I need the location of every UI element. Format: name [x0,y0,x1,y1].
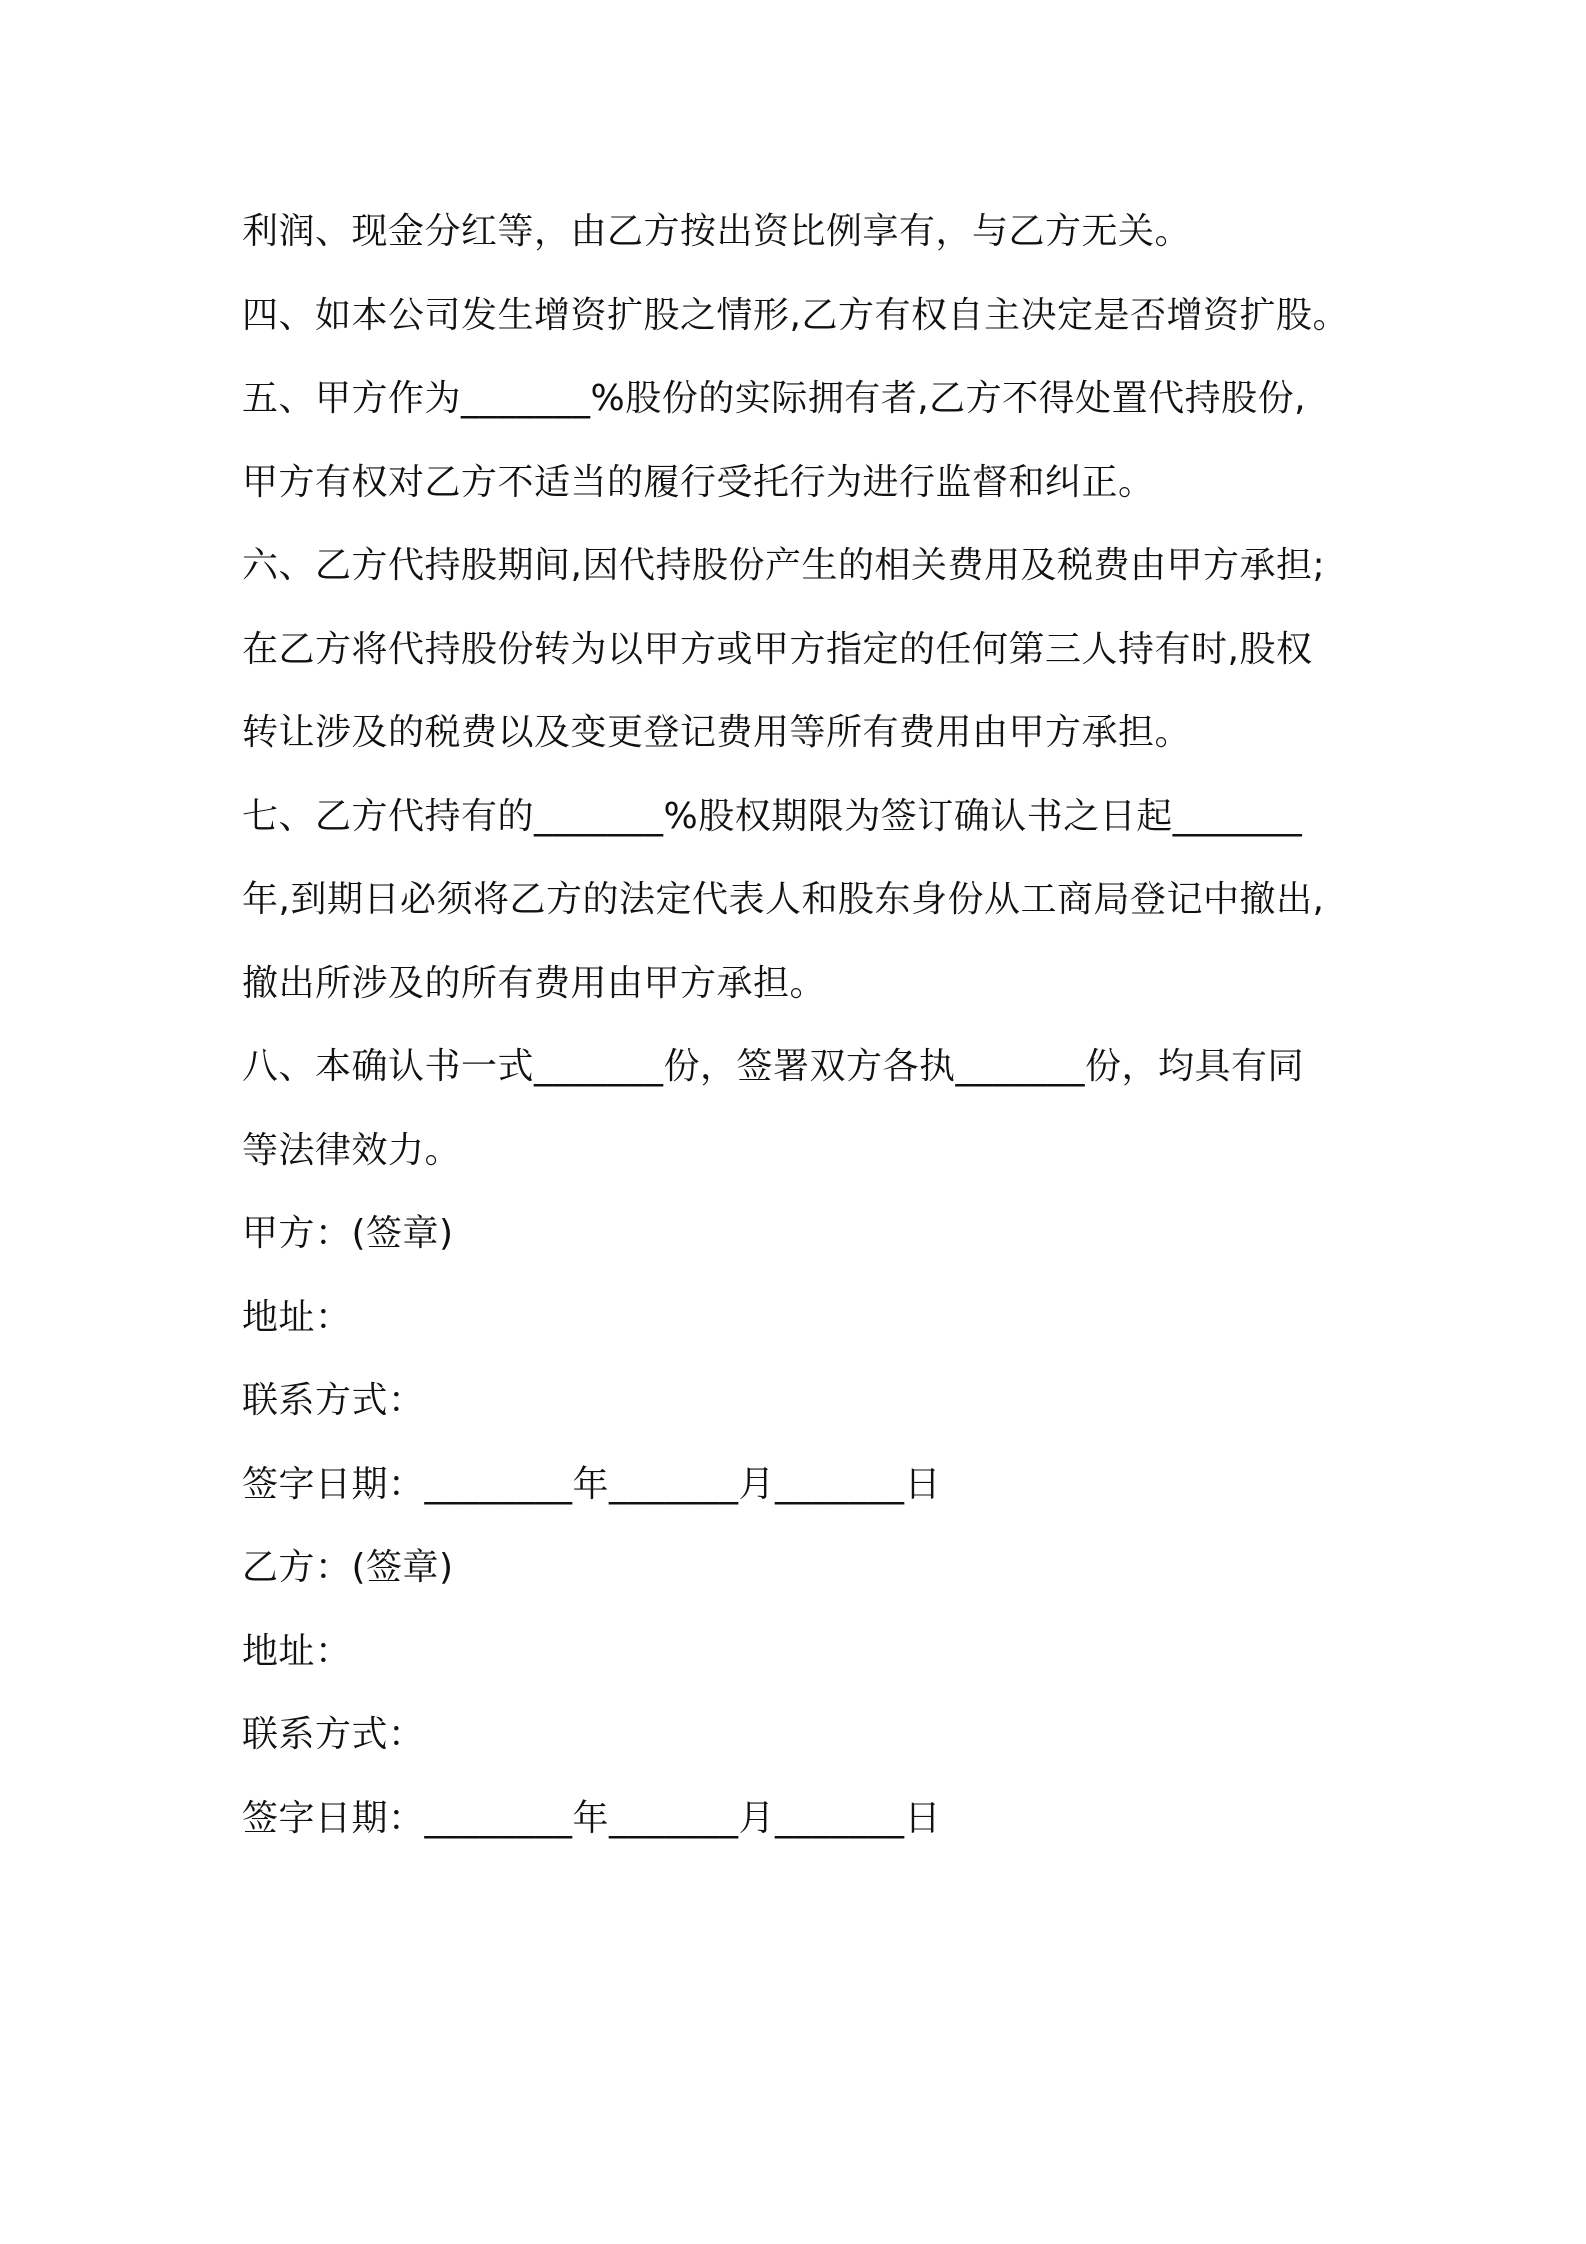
clause-6-text-end: 转让涉及的税费以及变更登记费用等所有费用由甲方承担。 [242,712,1192,753]
clause-7-text: 七、乙方代持有的_______%股权期限为签订确认书之日起_______ [242,795,1303,837]
clause-8-text-end: 等法律效力。 [242,1129,462,1171]
party-a-sign-date: 签字日期：________年_______月_______日 [242,1463,942,1505]
party-b-sign-date: 签字日期：________年_______月_______日 [242,1797,942,1839]
clause-3-text-end: 利润、现金分红等，由乙方按出资比例享有，与乙方无关。 [242,211,1192,252]
clause-7-text-cont: 年,到期日必须将乙方的法定代表人和股东身份从工商局登记中撤出, [242,879,1325,920]
clause-5-text-cont: 甲方有权对乙方不适当的履行受托行为进行监督和纠正。 [242,461,1155,503]
clause-6-text: 六、乙方代持股期间,因代持股份产生的相关费用及税费由甲方承担; [242,545,1326,586]
clause-5-text: 五、甲方作为_______%股份的实际拥有者,乙方不得处置代持股份, [242,378,1307,419]
clause-7-text-end: 撤出所涉及的所有费用由甲方承担。 [242,962,827,1004]
clause-4-text: 四、如本公司发生增资扩股之情形,乙方有权自主决定是否增资扩股。 [242,294,1349,336]
party-b-contact: 联系方式： [242,1714,425,1755]
party-a-signature: 甲方：(签章) [242,1213,454,1254]
party-a-address: 地址： [242,1296,352,1338]
party-b-signature: 乙方：(签章) [242,1547,454,1588]
document-body [242,190,1382,1860]
party-a-contact: 联系方式： [242,1380,425,1421]
party-b-address: 地址： [242,1630,352,1672]
clause-8-text: 八、本确认书一式_______份，签署双方各执_______份，均具有同 [242,1046,1305,1087]
clause-6-text-cont: 在乙方将代持股份转为以甲方或甲方指定的任何第三人持有时,股权 [242,628,1313,670]
